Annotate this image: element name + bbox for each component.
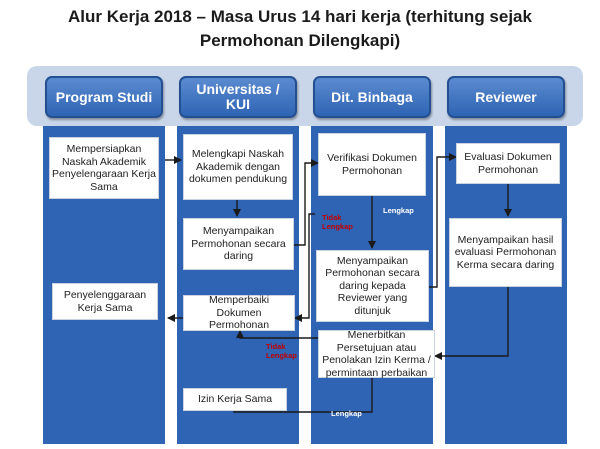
step-evaluasi-dokumen: Evaluasi Dokumen Permohonan — [456, 143, 560, 184]
lane-header-program-studi: Program Studi — [45, 76, 163, 118]
step-menerbitkan-persetujuan: Menerbitkan Persetujuan atau Penolakan Izin Kerma / permintaan perbaikan — [318, 330, 435, 378]
step-menyampaikan-permohonan: Menyampaikan Permohonan secara daring — [183, 218, 294, 270]
arrow-submit-to-verify — [294, 163, 318, 245]
step-menyampaikan-ke-reviewer: Menyampaikan Permohonan secara daring kepada Reviewer yang ditunjuk — [316, 250, 429, 322]
diagram-title-line-2: Permohonan Dilengkapi) — [199, 31, 401, 50]
step-izin-kerja-sama: Izin Kerja Sama — [183, 388, 287, 411]
step-mempersiapkan-naskah: Mempersiapkan Naskah Akademik Penyelengaraan Kerja Sama — [49, 137, 159, 199]
lane-header-reviewer: Reviewer — [447, 76, 565, 118]
lane-header-dit-binbaga: Dit. Binbaga — [313, 76, 431, 118]
edge-label-tidak-lengkap-verifikasi: Tidak Lengkap — [322, 213, 353, 231]
step-penyelenggaraan-kerja-sama: Penyelenggaraan Kerja Sama — [52, 283, 158, 320]
step-verifikasi-dokumen: Verifikasi Dokumen Permohonan — [318, 133, 426, 196]
step-menyampaikan-hasil-evaluasi: Menyampaikan hasil evaluasi Permohonan Kerma secara daring — [449, 218, 562, 287]
diagram-title-line-1: Alur Kerja 2018 – Masa Urus 14 hari kerja (terhitung sejak — [68, 7, 532, 26]
step-melengkapi-naskah: Melengkapi Naskah Akademik dengan dokumen pendukung — [183, 134, 293, 200]
lane-header-universitas-kui: Universitas / KUI — [179, 76, 297, 118]
arrow-result-to-decide — [435, 287, 508, 356]
arrow-decide-to-fix — [240, 331, 318, 338]
edge-label-lengkap-verifikasi: Lengkap — [383, 206, 414, 215]
edge-label-lengkap-keputusan: Lengkap — [331, 409, 362, 418]
edge-label-tidak-lengkap-keputusan: Tidak Lengkap — [266, 342, 297, 360]
step-memperbaiki-dokumen: Memperbaiki Dokumen Permohonan — [183, 295, 295, 331]
